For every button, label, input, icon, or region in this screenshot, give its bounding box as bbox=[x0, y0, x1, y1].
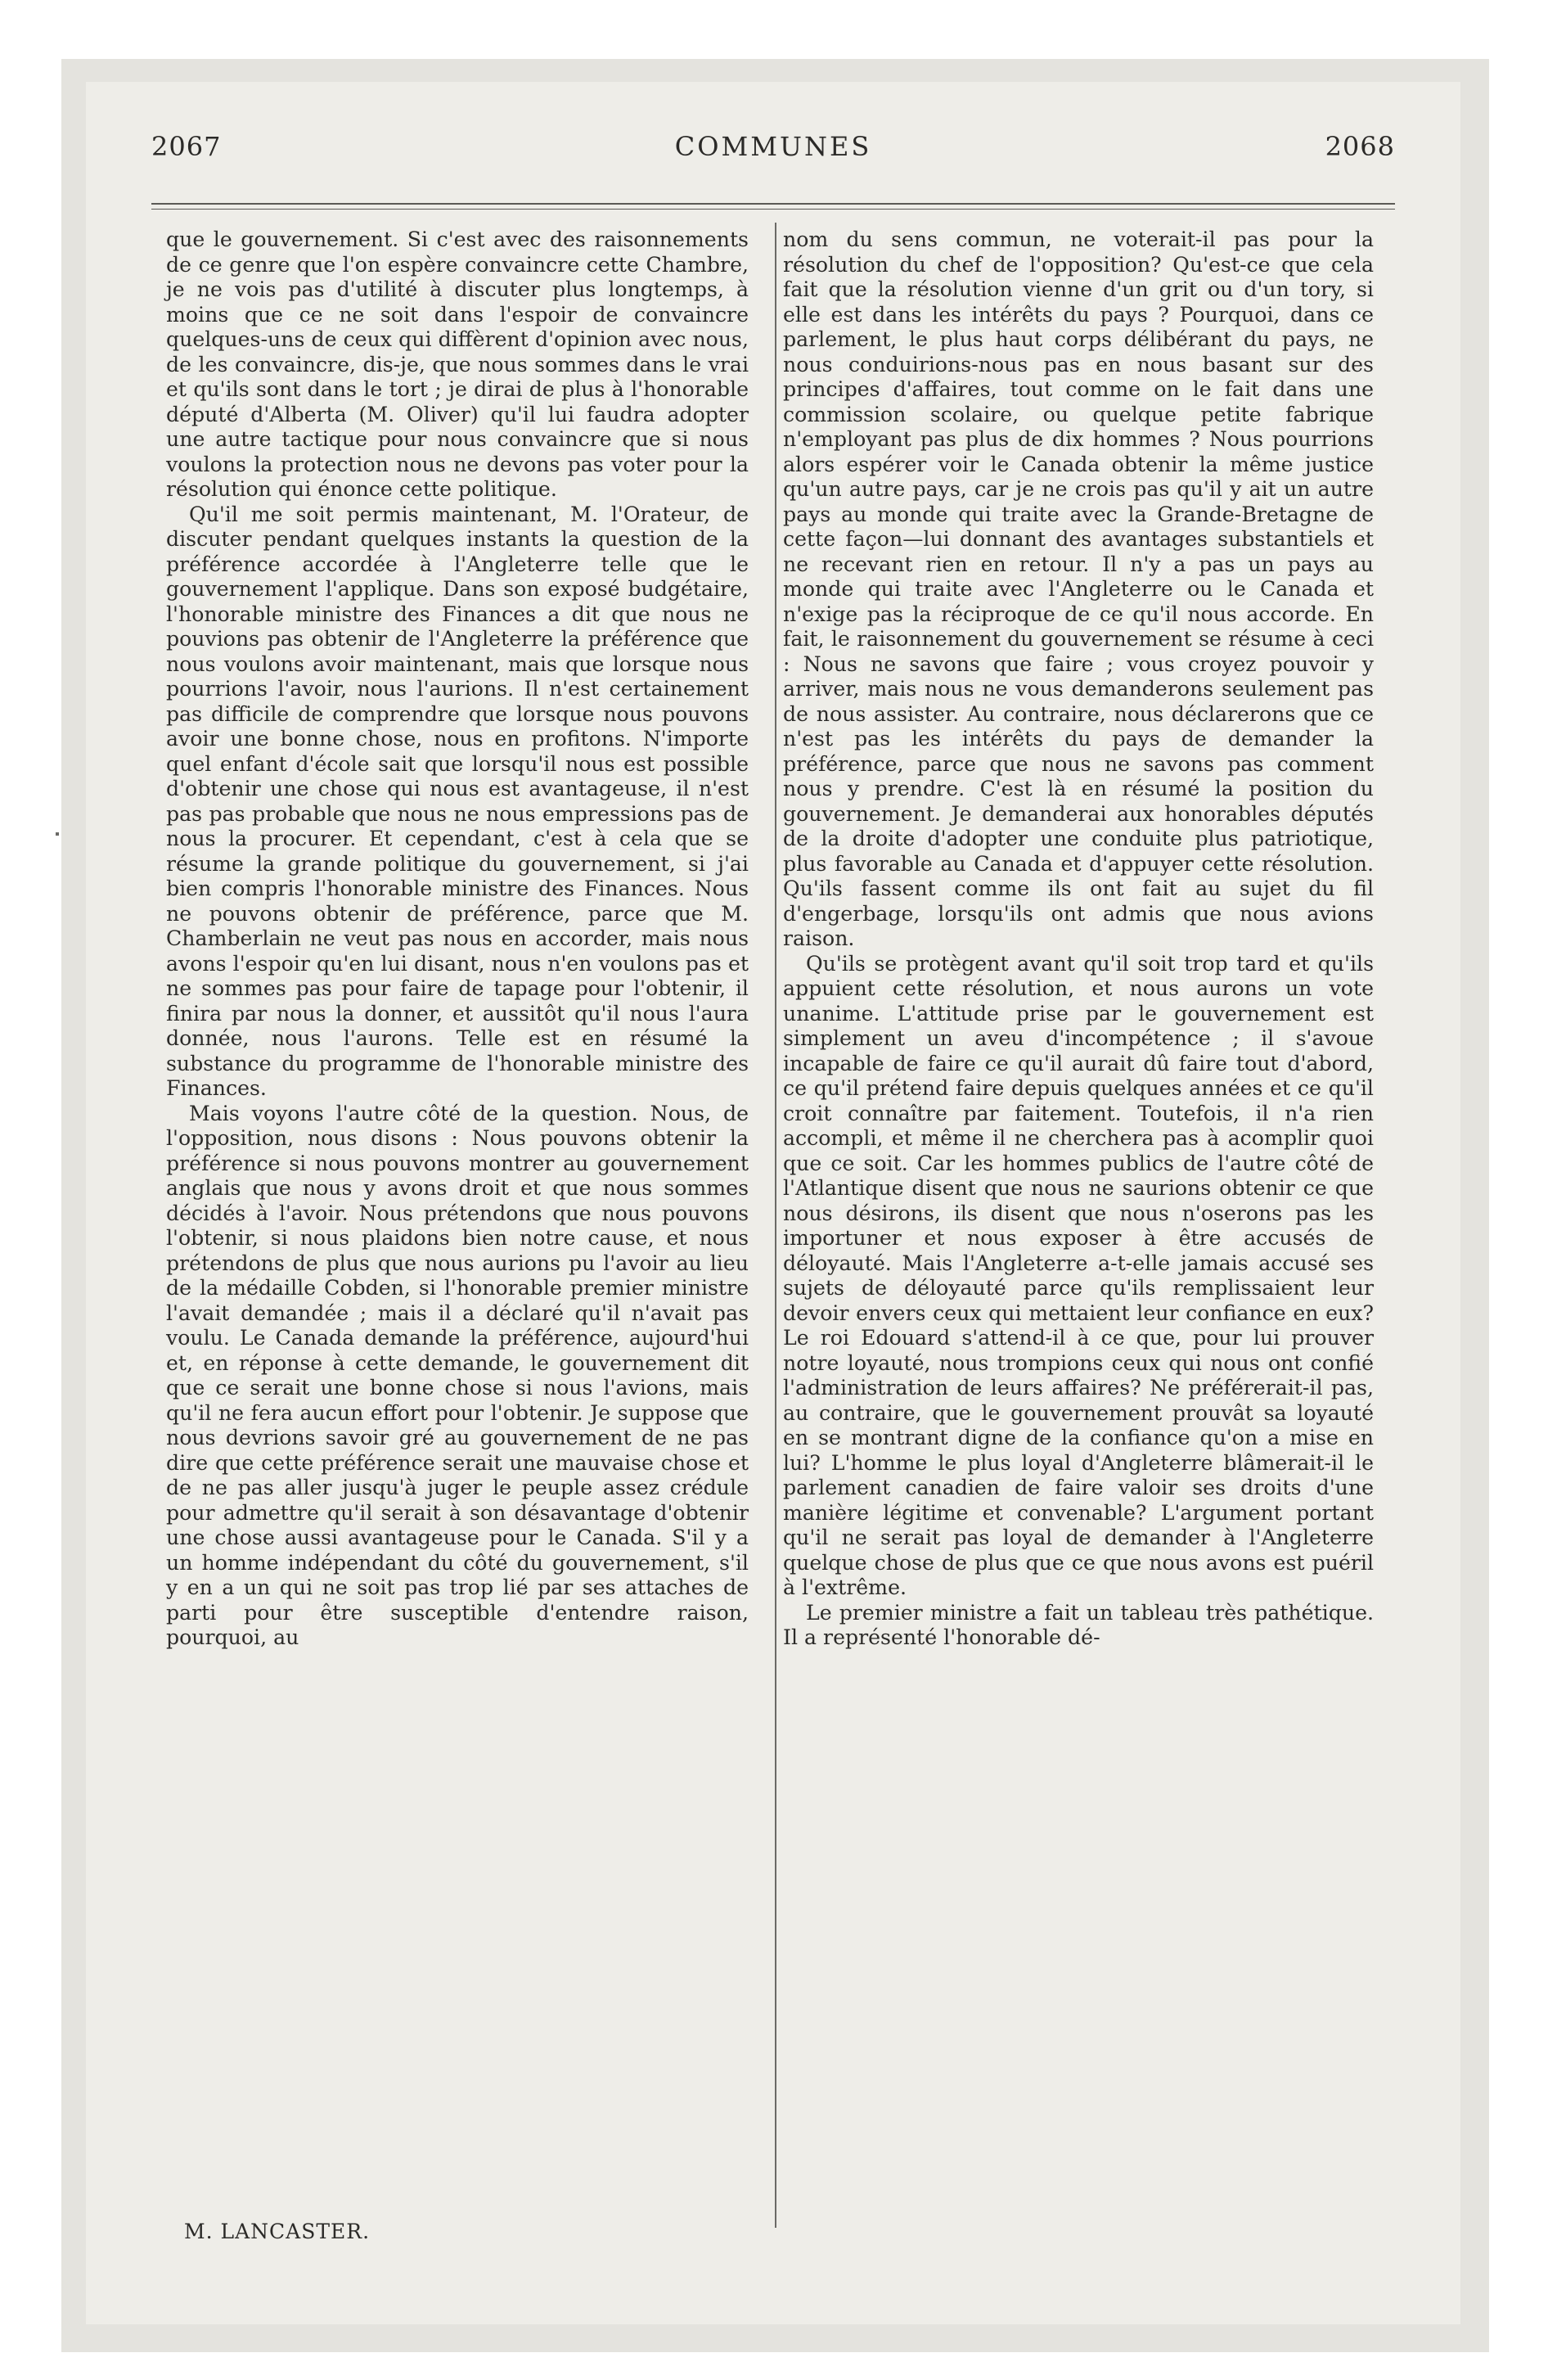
page-number-left: 2067 bbox=[151, 131, 222, 162]
header-rule bbox=[151, 203, 1395, 205]
page-header bbox=[151, 131, 1395, 164]
page-number-right: 2068 bbox=[1325, 131, 1395, 162]
paragraph: que le gouvernement. Si c'est avec des raisonnements de ce genre que l'on espère convaincre cette Chambre, je ne vois pas d'utilité à discuter plus longtemps, à moins que ce ne soit dans l'espoir de convaincre quelques-uns de ceux qui diffèrent d'opinion avec nous, de les convaincre, dis-je, que nous sommes dans le vrai et qu'ils sont dans le tort ; je dirai de plus à l'honorable député d'Alberta (M. Oliver) qu'il lui faudra adopter une autre tactique pour nous convaincre que si nous voulons la protection nous ne devons pas voter pour la résolution qui énonce cette politique. bbox=[166, 228, 749, 501]
document-page bbox=[86, 82, 1460, 2324]
paragraph: Mais voyons l'autre côté de la question. Nous, de l'opposition, nous disons : Nous pouvons obtenir la préférence si nous pouvons montrer au gouvernement anglais que nous y avons droit et que nous sommes décidés à l'avoir. Nous prétendons que nous pouvons l'obtenir, si nous plaidons bien notre cause, et nous prétendons de plus que nous aurions pu l'avoir au lieu de la médaille Cobden, si l'honorable premier ministre l'avait demandée ; mais il a déclaré qu'il n'avait pas voulu. Le Canada demande la préférence, aujourd'hui et, en réponse à cette demande, le gouvernement dit que ce serait une bonne chose si nous l'avions, mais qu'il ne fera aucun effort pour l'obtenir. Je suppose que nous devrions savoir gré au gouvernement de ne pas dire que cette préférence serait une mauvaise chose et de ne pas aller jusqu'à juger le peuple assez crédule pour admettre qu'il serait à son désavantage d'obtenir une chose aussi avantageuse pour le Canada. S'il y a un homme indépendant du côté du gouvernement, s'il y en a un qui ne soit pas trop lié par ses attaches de parti pour être susceptible d'entendre raison, pourquoi, au bbox=[166, 1101, 749, 1649]
paragraph: nom du sens commun, ne voterait-il pas pour la résolution du chef de l'opposition? Qu'est-ce que cela fait que la résolution vienne d'un grit ou d'un tory, si elle est dans les intérêts du pays ? Pourquoi, dans ce parlement, le plus haut corps délibérant du pays, ne nous conduirions-nous pas en nous basant sur des principes d'affaires, tout comme on le fait dans une commission scolaire, ou quelque petite fabrique n'employant pas plus de dix hommes ? Nous pourrions alors espérer voir le Canada obtenir la même justice qu'un autre pays, car je ne crois pas qu'il y ait un autre pays au monde qui traite avec la Grande-Bretagne de cette façon—lui donnant des avantages substantiels et ne recevant rien en retour. Il n'y a pas un pays au monde qui traite avec l'Angleterre ou le Canada et n'exige pas la réciproque de ce qu'il nous accorde. En fait, le raisonnement du gouvernement se résume à ceci : Nous ne savons que faire ; vous croyez pouvoir y arriver, mais nous ne vous demanderons seulement pas de nous assister. Au contraire, nous déclarerons que ce n'est pas les intérêts du pays de demander la préférence, parce que nous ne savons pas comment nous y prendre. C'est là en résumé la position du gouvernement. Je demanderai aux honorables députés de la droite d'adopter une conduite plus patriotique, plus favorable au Canada et d'appuyer cette résolution. Qu'ils fassent comme ils ont fait au sujet du fil d'engerbage, lorsqu'ils ont admis que nous avions raison. bbox=[783, 228, 1374, 950]
paragraph: Qu'il me soit permis maintenant, M. l'Orateur, de discuter pendant quelques instants la question de la préférence accordée à l'Angleterre telle que le gouvernement l'applique. Dans son exposé budgétaire, l'honorable ministre des Finances a dit que nous ne pouvions pas obtenir de l'Angleterre la préférence que nous voulons avoir maintenant, mais que lorsque nous pourrions l'avoir, nous l'aurions. Il n'est certainement pas difficile de comprendre que lorsque nous pouvons avoir une bonne chose, nous en profitons. N'importe quel enfant d'école sait que lorsqu'il nous est possible d'obtenir une chose qui nous est avantageuse, il n'est pas pas probable que nous ne nous empressions pas de nous la procurer. Et cependant, c'est à cela que se résume la grande politique du gouvernement, si j'ai bien compris l'honorable ministre des Finances. Nous ne pouvons obtenir de préférence, parce que M. Chamberlain ne veut pas nous en accorder, mais nous avons l'espoir qu'en lui disant, nous n'en voulons pas et ne sommes pas pour faire de tapage pour l'obtenir, il finira par nous la donner, et aussitôt qu'il nous l'aura donnée, nous l'aurons. Telle est en résumé la substance du programme de l'honorable ministre des Finances. bbox=[166, 502, 749, 1100]
right-column bbox=[783, 228, 1374, 1651]
column-divider bbox=[775, 223, 776, 2228]
left-column bbox=[166, 228, 749, 1651]
speaker-footer: M. LANCASTER. bbox=[184, 2220, 371, 2243]
paragraph: Qu'ils se protègent avant qu'il soit trop tard et qu'ils appuient cette résolution, et nous aurons un vote unanime. L'attitude prise par le gouvernement est simplement un aveu d'incompétence ; il s'avoue incapable de faire ce qu'il aurait dû faire tout d'abord, ce qu'il prétend faire depuis quelques années et ce qu'il croit connaître par faitement. Toutefois, il n'a rien accompli, et même il ne cherchera pas à acomplir quoi que ce soit. Car les hommes publics de l'autre côté de l'Atlantique disent que nous ne saurions obtenir ce que nous désirons, ils disent que nous n'oserons pas les importuner et nous exposer à être accusés de déloyauté. Mais l'Angleterre a-t-elle jamais accusé ses sujets de déloyauté parce qu'ils remplissaient leur devoir envers ceux qui mettaient leur confiance en eux? Le roi Edouard s'attend-il à ce que, pour lui prouver notre loyauté, nous trompions ceux qui nous ont confié l'administration de leurs affaires? Ne préférerait-il pas, au contraire, que le gouvernement prouvât sa loyauté en se montrant digne de la confiance qu'on a mise en lui? L'homme le plus loyal d'Angleterre blâmerait-il le parlement canadien de faire valoir ses droits d'une manière légitime et convenable? L'argument portant qu'il ne serait pas loyal de demander à l'Angleterre quelque chose de plus que ce que nous avons est puéril à l'extrême. bbox=[783, 951, 1374, 1599]
running-head: COMMUNES bbox=[674, 131, 872, 162]
paragraph: Le premier ministre a fait un tableau très pathétique. Il a représenté l'honorable dé- bbox=[783, 1600, 1374, 1649]
header-rule-thin bbox=[151, 209, 1395, 210]
margin-mark bbox=[56, 832, 59, 836]
